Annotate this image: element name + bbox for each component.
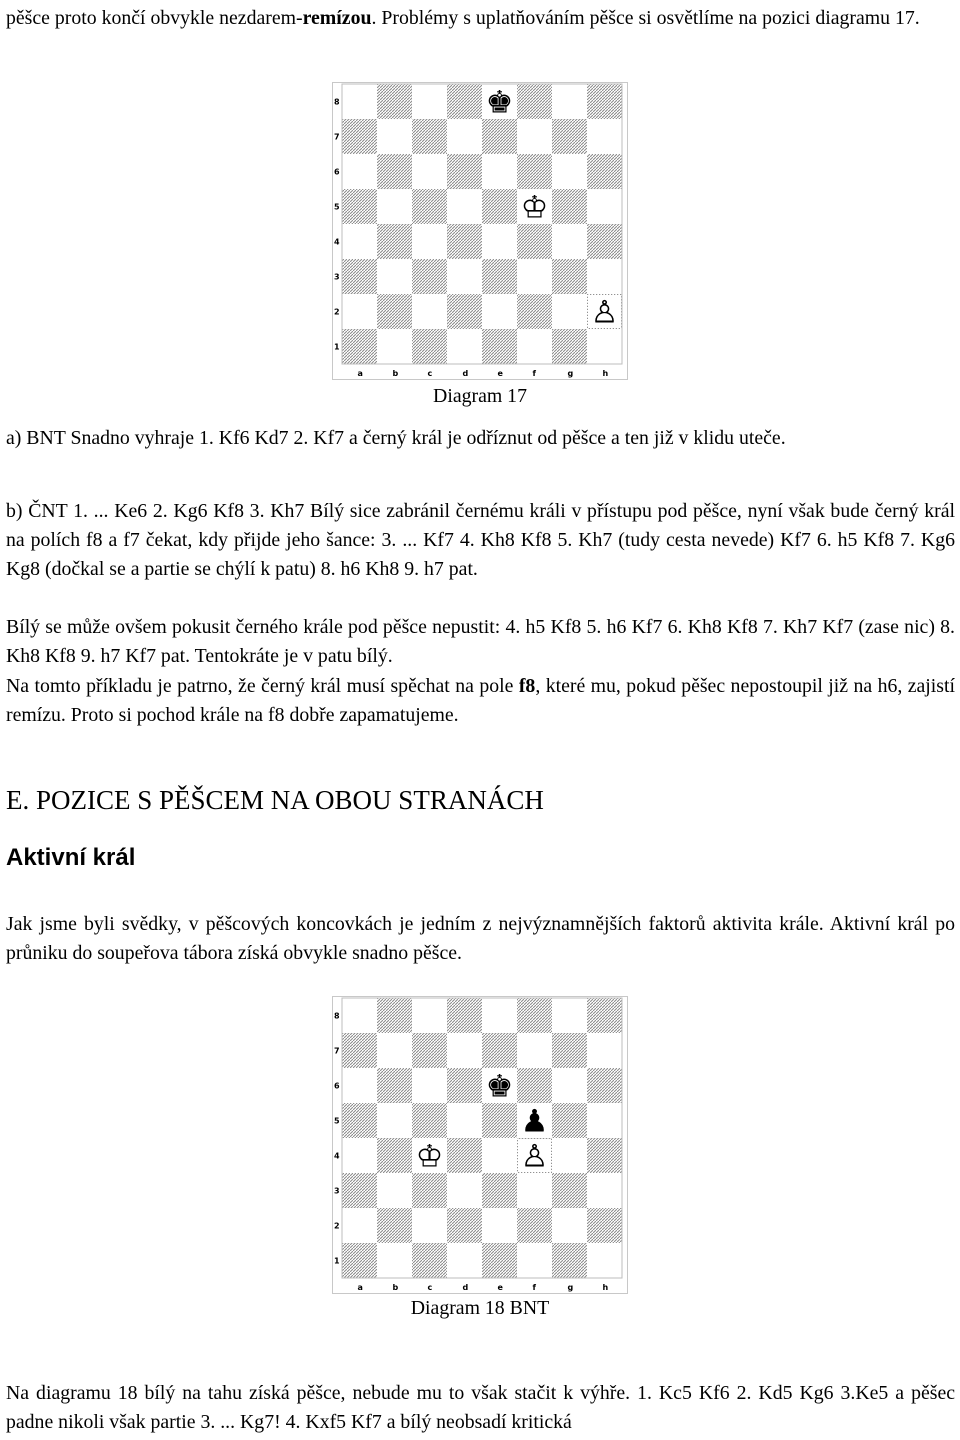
diagram17-square-g7 <box>552 119 587 154</box>
diagram17-square-b7 <box>377 119 412 154</box>
diagram18-white-king-c4: ♔ <box>415 1138 444 1175</box>
diagram17-file-label: b <box>392 369 399 378</box>
section-subtitle: Aktivní král <box>6 844 136 871</box>
diagram18-square-g2 <box>552 1208 587 1243</box>
diagram18-square-e3 <box>482 1173 517 1208</box>
paragraph-b: b) ČNT 1. ... Ke6 2. Kg6 Kf8 3. Kh7 Bílý sice zabránil černému králi v přístupu pod pěšce, nyní však bude černý král na polích f8 a f7 čekat, kdy přijde jeho šance: 3. ... Kf7 4. Kh8 Kf8 5. Kh7 (tudy cesta nevede) Kf7 6. h5 Kf8 7. Kg6 Kg8 (dočkal se a partie se chýlí k patu) 8. h6 Kh8 9. h7 pat. <box>6 500 955 580</box>
diagram18-square-d4 <box>447 1138 482 1173</box>
diagram17-square-d1 <box>447 329 482 364</box>
diagram18-square-c6 <box>412 1068 447 1103</box>
diagram17-square-a2 <box>342 294 377 329</box>
diagram18-rank-label: 7 <box>334 1046 340 1056</box>
diagram17-square-b1 <box>377 329 412 364</box>
diagram18-square-a2 <box>342 1208 377 1243</box>
paragraph-a: a) BNT Snadno vyhraje 1. Kf6 Kd7 2. Kf7 a černý král je odříznut od pěšce a ten již v klidu uteče. <box>6 427 786 449</box>
diagram17-square-f7 <box>517 119 552 154</box>
diagram18-square-a1 <box>342 1243 377 1278</box>
diagram18-file-label: h <box>602 1283 609 1292</box>
diagram17-square-e1 <box>482 329 517 364</box>
diagram17-square-b4 <box>377 224 412 259</box>
diagram18-square-e4 <box>482 1138 517 1173</box>
diagram18-square-a5 <box>342 1103 377 1138</box>
diagram17-square-d4 <box>447 224 482 259</box>
diagram18-square-g5 <box>552 1103 587 1138</box>
diagram17-square-d6 <box>447 154 482 189</box>
diagram17-square-e2 <box>482 294 517 329</box>
diagram18-square-h8 <box>587 998 622 1033</box>
diagram18-square-d1 <box>447 1243 482 1278</box>
diagram17-file-label: c <box>427 369 433 378</box>
diagram17-square-b3 <box>377 259 412 294</box>
diagram17-square-e3 <box>482 259 517 294</box>
diagram18-square-h3 <box>587 1173 622 1208</box>
diagram18-square-c5 <box>412 1103 447 1138</box>
diagram17-square-h7 <box>587 119 622 154</box>
diagram18-square-a6 <box>342 1068 377 1103</box>
diagram17-board-svg <box>332 82 628 380</box>
diagram17-square-f6 <box>517 154 552 189</box>
diagram18-black-king-e6: ♚ <box>485 1068 514 1105</box>
diagram17-square-f1 <box>517 329 552 364</box>
diagram17-square-g3 <box>552 259 587 294</box>
section-intro: Jak jsme byli svědky, v pěšcových koncovkách je jedním z nejvýznamnějších faktorů aktivita krále. Aktivní král po průniku do soupeřova tábora získá obvykle snadno pěšce. <box>6 913 955 964</box>
diagram18-rank-label: 1 <box>334 1256 340 1266</box>
diagram17-black-king-e8: ♚ <box>485 84 514 121</box>
diagram17-square-g2 <box>552 294 587 329</box>
diagram18-square-c8 <box>412 998 447 1033</box>
diagram17-square-c2 <box>412 294 447 329</box>
diagram18-square-a4 <box>342 1138 377 1173</box>
diagram17-file-label: g <box>567 369 574 378</box>
diagram18-square-a7 <box>342 1033 377 1068</box>
diagram17-square-c8 <box>412 84 447 119</box>
diagram17-square-h1 <box>587 329 622 364</box>
diagram17-file-label: f <box>532 369 536 378</box>
diagram17-rank-label: 2 <box>334 307 340 317</box>
diagram18-file-label: g <box>567 1283 574 1292</box>
diagram18-square-b8 <box>377 998 412 1033</box>
diagram18-square-d6 <box>447 1068 482 1103</box>
diagram17-square-d5 <box>447 189 482 224</box>
diagram18-square-h7 <box>587 1033 622 1068</box>
diagram17-square-f2 <box>517 294 552 329</box>
diagram17-square-a3 <box>342 259 377 294</box>
diagram18-square-e8 <box>482 998 517 1033</box>
diagram18-square-b2 <box>377 1208 412 1243</box>
diagram-17-caption: Diagram 17 <box>433 385 527 407</box>
diagram18-square-a3 <box>342 1173 377 1208</box>
diagram17-rank-label: 1 <box>334 342 340 352</box>
diagram18-square-b5 <box>377 1103 412 1138</box>
diagram18-rank-label: 4 <box>334 1151 340 1161</box>
diagram18-square-c2 <box>412 1208 447 1243</box>
diagram17-rank-label: 4 <box>334 237 340 247</box>
diagram17-square-b6 <box>377 154 412 189</box>
diagram17-square-g5 <box>552 189 587 224</box>
diagram18-square-g3 <box>552 1173 587 1208</box>
top-paragraph <box>6 4 955 33</box>
diagram17-square-h4 <box>587 224 622 259</box>
diagram18-square-f1 <box>517 1243 552 1278</box>
diagram17-square-g1 <box>552 329 587 364</box>
diagram17-square-c7 <box>412 119 447 154</box>
paragraph-d-text-1: Na tomto příkladu je patrno, že černý král musí spěchat na pole <box>6 675 519 697</box>
diagram18-square-h2 <box>587 1208 622 1243</box>
diagram17-square-c5 <box>412 189 447 224</box>
chess-diagram-18 <box>332 996 628 1294</box>
diagram18-square-d2 <box>447 1208 482 1243</box>
diagram18-square-b7 <box>377 1033 412 1068</box>
paragraph-c: Bílý se může ovšem pokusit černého krále pod pěšce nepustit: 4. h5 Kf8 5. h6 Kf7 6. Kh8 Kf8 7. Kh7 Kf7 (zase nic) 8. Kh8 Kf8 9. h7 Kf7 pat. Tentokráte je v patu bílý. <box>6 616 955 667</box>
diagram18-file-label: e <box>497 1283 503 1292</box>
diagram17-square-c3 <box>412 259 447 294</box>
diagram18-square-d5 <box>447 1103 482 1138</box>
diagram18-file-label: a <box>357 1283 363 1292</box>
diagram18-square-h1 <box>587 1243 622 1278</box>
section-title: E. POZICE S PĚŠCEM NA OBOU STRANÁCH <box>6 785 544 815</box>
diagram18-file-label: d <box>462 1283 469 1292</box>
top-bold-word: remízou <box>302 7 372 29</box>
diagram17-square-f8 <box>517 84 552 119</box>
diagram18-square-h6 <box>587 1068 622 1103</box>
diagram18-square-g8 <box>552 998 587 1033</box>
diagram18-black-pawn-f5: ♟ <box>520 1103 549 1140</box>
diagram18-white-pawn-f4: ♙ <box>520 1138 549 1175</box>
diagram17-file-label: e <box>497 369 503 378</box>
diagram17-square-a6 <box>342 154 377 189</box>
diagram18-file-label: b <box>392 1283 399 1292</box>
diagram17-square-f4 <box>517 224 552 259</box>
diagram17-square-h8 <box>587 84 622 119</box>
chess-diagram-17 <box>332 82 628 380</box>
diagram17-file-label: a <box>357 369 363 378</box>
top-text-2: . Problémy s uplatňováním pěšce si osvětlíme na pozici diagramu 17. <box>371 7 920 29</box>
diagram18-square-c7 <box>412 1033 447 1068</box>
diagram17-square-a5 <box>342 189 377 224</box>
diagram18-square-e7 <box>482 1033 517 1068</box>
diagram18-board-svg <box>332 996 628 1294</box>
diagram17-white-pawn-h2: ♙ <box>590 294 619 331</box>
diagram17-white-king-f5: ♔ <box>520 189 549 226</box>
diagram17-square-a1 <box>342 329 377 364</box>
diagram18-square-b3 <box>377 1173 412 1208</box>
diagram18-square-g4 <box>552 1138 587 1173</box>
diagram18-square-e2 <box>482 1208 517 1243</box>
diagram17-square-e7 <box>482 119 517 154</box>
diagram18-square-d7 <box>447 1033 482 1068</box>
diagram18-rank-label: 5 <box>334 1116 340 1126</box>
diagram17-square-d2 <box>447 294 482 329</box>
diagram18-rank-label: 8 <box>334 1011 340 1021</box>
diagram17-rank-label: 7 <box>334 132 340 142</box>
diagram17-square-c4 <box>412 224 447 259</box>
diagram18-rank-label: 2 <box>334 1221 340 1231</box>
diagram17-square-g4 <box>552 224 587 259</box>
diagram18-rank-label: 6 <box>334 1081 340 1091</box>
diagram17-square-g8 <box>552 84 587 119</box>
diagram17-square-c6 <box>412 154 447 189</box>
diagram18-square-f7 <box>517 1033 552 1068</box>
diagram18-square-b6 <box>377 1068 412 1103</box>
paragraph-d-text-2: , které mu, pokud pěšec nepostoupil již na h6, zajistí remízu. Proto si pochod krále na f8 dobře zapamatujeme. <box>6 675 955 726</box>
diagram17-square-e6 <box>482 154 517 189</box>
diagram17-square-f3 <box>517 259 552 294</box>
diagram17-square-b2 <box>377 294 412 329</box>
diagram17-rank-label: 8 <box>334 97 340 107</box>
diagram18-square-d3 <box>447 1173 482 1208</box>
diagram18-square-d8 <box>447 998 482 1033</box>
paragraph-d-bold: f8 <box>518 675 536 697</box>
top-text-1: pěšce proto končí obvykle nezdarem- <box>6 7 303 29</box>
diagram18-square-h4 <box>587 1138 622 1173</box>
diagram17-file-label: d <box>462 369 469 378</box>
diagram18-square-e1 <box>482 1243 517 1278</box>
diagram18-file-label: c <box>427 1283 433 1292</box>
diagram18-square-e5 <box>482 1103 517 1138</box>
diagram18-square-f8 <box>517 998 552 1033</box>
diagram18-square-f2 <box>517 1208 552 1243</box>
diagram17-square-a8 <box>342 84 377 119</box>
diagram18-square-b4 <box>377 1138 412 1173</box>
diagram18-square-a8 <box>342 998 377 1033</box>
diagram17-square-h3 <box>587 259 622 294</box>
diagram17-square-h6 <box>587 154 622 189</box>
diagram18-square-f6 <box>517 1068 552 1103</box>
diagram18-square-f3 <box>517 1173 552 1208</box>
diagram18-square-g7 <box>552 1033 587 1068</box>
diagram18-square-c3 <box>412 1173 447 1208</box>
diagram18-square-h5 <box>587 1103 622 1138</box>
diagram17-file-label: h <box>602 369 609 378</box>
diagram17-square-g6 <box>552 154 587 189</box>
diagram17-rank-label: 3 <box>334 272 340 282</box>
diagram17-square-b8 <box>377 84 412 119</box>
diagram17-rank-label: 5 <box>334 202 340 212</box>
diagram17-square-b5 <box>377 189 412 224</box>
diagram17-square-a4 <box>342 224 377 259</box>
diagram18-square-b1 <box>377 1243 412 1278</box>
diagram17-square-a7 <box>342 119 377 154</box>
diagram17-rank-label: 6 <box>334 167 340 177</box>
diagram17-square-e4 <box>482 224 517 259</box>
diagram18-square-g6 <box>552 1068 587 1103</box>
diagram18-rank-label: 3 <box>334 1186 340 1196</box>
diagram17-square-d8 <box>447 84 482 119</box>
diagram17-square-e5 <box>482 189 517 224</box>
diagram17-square-h5 <box>587 189 622 224</box>
diagram17-square-d3 <box>447 259 482 294</box>
bottom-paragraph: Na diagramu 18 bílý na tahu získá pěšce, nebude mu to však stačit k výhře. 1. Kc5 Kf6 2. Kd5 Kg6 3.Ke5 a pěšec padne nikoli však partie 3. ... Kg7! 4. Kxf5 Kf7 a bílý neobsadí kritická <box>6 1382 955 1433</box>
diagram-18-caption: Diagram 18 BNT <box>410 1297 550 1319</box>
paragraph-d <box>6 672 955 730</box>
diagram17-square-d7 <box>447 119 482 154</box>
diagram18-file-label: f <box>532 1283 536 1292</box>
diagram18-square-g1 <box>552 1243 587 1278</box>
diagram17-square-c1 <box>412 329 447 364</box>
diagram18-square-c1 <box>412 1243 447 1278</box>
